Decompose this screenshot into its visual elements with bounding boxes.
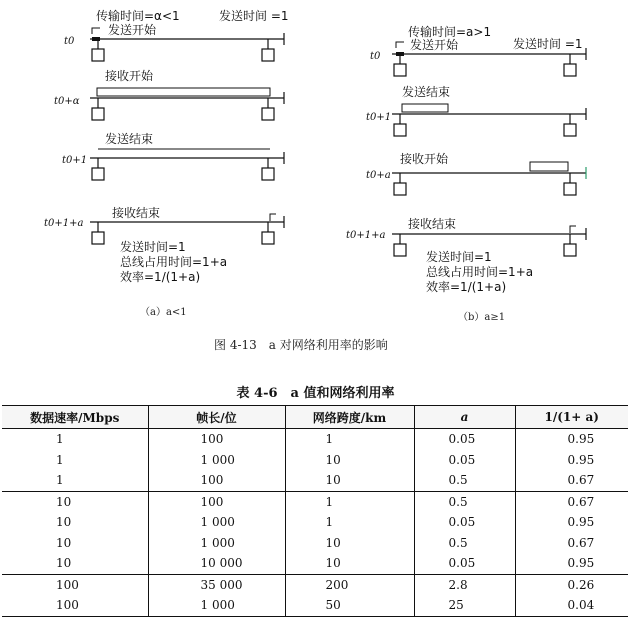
cell-util: 0.04 <box>515 595 628 616</box>
header-utilization: 1/(1+ a) <box>515 406 628 429</box>
table-header-row <box>2 406 628 429</box>
right-diagram <box>346 24 586 294</box>
cell-rate: 100 <box>2 574 148 595</box>
table-row <box>2 553 628 574</box>
cell-span: 1 <box>285 429 414 450</box>
right-summary-2: 总线占用时间=1+a <box>426 265 534 279</box>
cell-util: 0.26 <box>515 574 628 595</box>
table-row <box>2 595 628 616</box>
left-summary-1: 发送时间=1 <box>120 240 186 254</box>
utilization-table <box>2 405 628 617</box>
cell-frame: 1 000 <box>148 512 285 533</box>
cell-a: 0.05 <box>414 512 515 533</box>
cell-span: 10 <box>285 553 414 574</box>
cell-rate: 10 <box>56 556 72 571</box>
cell-a: 0.5 <box>414 533 515 554</box>
table-row <box>2 470 628 491</box>
left-recv-end-label: 接收结束 <box>112 206 161 220</box>
cell-a: 0.5 <box>414 491 515 512</box>
right-t0a-label: t0+a <box>366 170 391 181</box>
cell-frame: 1 000 <box>148 533 285 554</box>
right-send-time-label: 发送时间 =1 <box>513 37 583 51</box>
right-t01a-label: t0+1+a <box>346 230 386 241</box>
cell-frame: 10 000 <box>148 553 285 574</box>
left-prop-time-label: 传输时间=α<1 <box>96 9 180 23</box>
cell-a: 0.05 <box>414 429 515 450</box>
left-t0a-label: t0+α <box>54 96 80 107</box>
right-recv-start-label: 接收开始 <box>400 152 449 166</box>
cell-rate: 10 <box>2 491 148 512</box>
left-summary-2: 总线占用时间=1+a <box>120 255 228 269</box>
table-row <box>2 512 628 533</box>
cell-util: 0.95 <box>515 553 628 574</box>
right-subcaption: （b）a≥1 <box>458 312 506 323</box>
header-frame-length: 帧长/位 <box>148 406 285 429</box>
header-span: 网络跨度/km <box>285 406 414 429</box>
cell-span: 50 <box>285 595 414 616</box>
cell-a: 0.05 <box>414 450 515 471</box>
table-row <box>2 450 628 471</box>
cell-frame: 100 <box>148 429 285 450</box>
cell-span: 200 <box>285 574 414 595</box>
cell-frame: 100 <box>148 470 285 491</box>
right-send-start-label: 发送开始 <box>410 38 459 52</box>
cell-span: 10 <box>285 450 414 471</box>
cell-rate: 1 <box>56 473 64 488</box>
cell-util: 0.67 <box>515 470 628 491</box>
header-data-rate: 数据速率/Mbps <box>2 406 148 429</box>
left-t01a-label: t0+1+a <box>44 218 84 229</box>
cell-frame: 35 000 <box>148 574 285 595</box>
figure-caption: 图 4-13 a 对网络利用率的影响 <box>214 338 388 352</box>
cell-frame: 1 000 <box>148 450 285 471</box>
left-send-time-label: 发送时间 =1 <box>219 9 289 23</box>
left-subcaption: （a）a<1 <box>140 307 187 318</box>
cell-util: 0.95 <box>515 450 628 471</box>
cell-rate: 10 <box>56 535 72 550</box>
header-a: a <box>414 406 515 429</box>
table-row <box>2 491 628 512</box>
cell-rate: 100 <box>2 595 148 616</box>
left-send-start-label: 发送开始 <box>108 23 157 37</box>
cell-a: 25 <box>414 595 515 616</box>
cell-util: 0.95 <box>515 429 628 450</box>
right-t0-label: t0 <box>370 51 381 62</box>
cell-rate: 1 <box>56 432 64 447</box>
left-recv-start-label: 接收开始 <box>105 69 154 83</box>
table-row <box>2 429 628 450</box>
right-summary-3: 效率=1/(1+a) <box>426 280 507 294</box>
left-t01-label: t0+1 <box>62 155 88 166</box>
right-recv-end-label: 接收结束 <box>408 217 457 231</box>
right-t01-label: t0+1 <box>366 112 392 123</box>
left-t0-label: t0 <box>64 36 75 47</box>
cell-span: 10 <box>285 533 414 554</box>
cell-a: 0.5 <box>414 470 515 491</box>
cell-a: 0.05 <box>414 553 515 574</box>
left-diagram <box>44 8 289 284</box>
cell-util: 0.95 <box>515 512 628 533</box>
cell-util: 0.67 <box>515 533 628 554</box>
cell-a: 2.8 <box>414 574 515 595</box>
cell-span: 10 <box>285 470 414 491</box>
cell-frame: 1 000 <box>148 595 285 616</box>
cell-util: 0.67 <box>515 491 628 512</box>
table-title: 表 4-6 a 值和网络利用率 <box>236 386 395 401</box>
right-send-end-label: 发送结束 <box>402 85 451 99</box>
cell-rate: 10 <box>56 515 72 530</box>
left-send-end-label: 发送结束 <box>105 132 154 146</box>
right-summary-1: 发送时间=1 <box>426 250 492 264</box>
right-prop-time-label: 传输时间=a>1 <box>408 25 492 39</box>
left-summary-3: 效率=1/(1+a) <box>120 270 201 284</box>
cell-rate: 1 <box>56 452 64 467</box>
cell-span: 1 <box>285 512 414 533</box>
table-row <box>2 533 628 554</box>
cell-frame: 100 <box>148 491 285 512</box>
table-row <box>2 574 628 595</box>
cell-span: 1 <box>285 491 414 512</box>
